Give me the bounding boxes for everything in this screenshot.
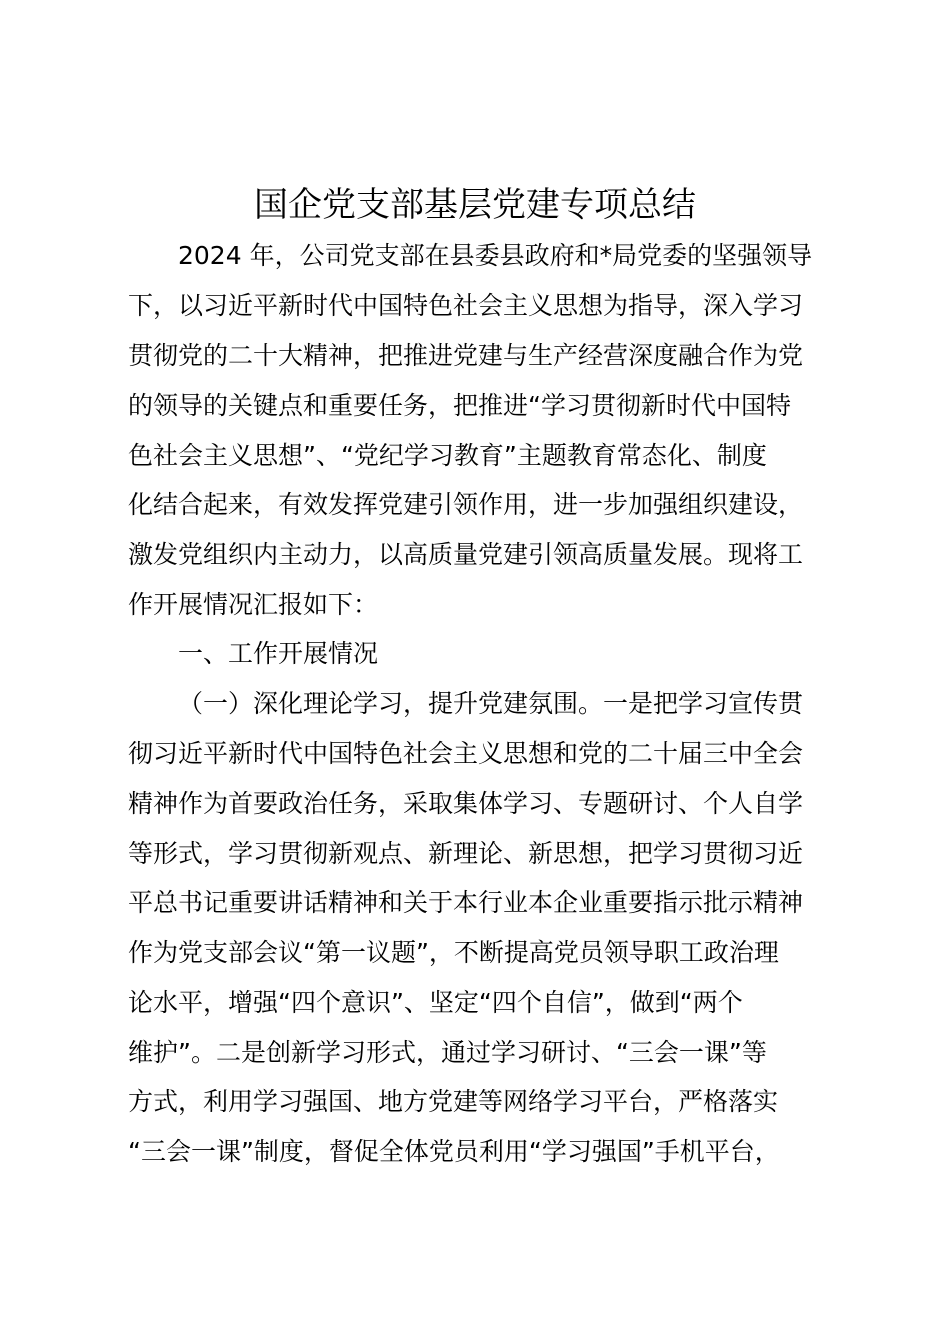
paragraph-line: 维护”。二是创新学习形式，通过学习研讨、“三会一课”等 bbox=[128, 1038, 767, 1067]
paragraph-line: 作开展情况汇报如下： bbox=[128, 590, 379, 619]
document-title: 国企党支部基层党建专项总结 bbox=[254, 185, 696, 225]
paragraph-line: 彻习近平新时代中国特色社会主义思想和党的二十届三中全会 bbox=[128, 739, 804, 768]
paragraph-line: 作为党支部会议“第一议题”，不断提高党员领导职工政治理 bbox=[128, 938, 779, 967]
paragraph-line: 贯彻党的二十大精神，把推进党建与生产经营深度融合作为党 bbox=[128, 341, 804, 370]
paragraph-line: 方式，利用学习强国、地方党建等网络学习平台，严格落实 bbox=[128, 1087, 779, 1116]
paragraph-line: “三会一课”制度，督促全体党员利用“学习强国”手机平台， bbox=[128, 1137, 780, 1166]
section-heading: 一、工作开展情况 bbox=[178, 639, 379, 668]
paragraph-line: 平总书记重要讲话精神和关于本行业本企业重要指示批示精神 bbox=[128, 888, 804, 917]
paragraph-line: 论水平，增强“四个意识”、坚定“四个自信”，做到“两个 bbox=[128, 988, 743, 1017]
paragraph-line: 激发党组织内主动力，以高质量党建引领高质量发展。现将工 bbox=[128, 540, 804, 569]
paragraph-line: 色社会主义思想”、“党纪学习教育”主题教育常态化、制度 bbox=[128, 441, 767, 470]
paragraph-line: 下，以习近平新时代中国特色社会主义思想为指导，深入学习 bbox=[128, 291, 804, 320]
paragraph-line: 化结合起来，有效发挥党建引领作用，进一步加强组织建设， bbox=[128, 490, 804, 519]
paragraph-line: 2024 年，公司党支部在县委县政府和*局党委的坚强领导 bbox=[178, 241, 813, 270]
paragraph-line: 的领导的关键点和重要任务，把推进“学习贯彻新时代中国特 bbox=[128, 391, 791, 420]
paragraph-line: 等形式，学习贯彻新观点、新理论、新思想，把学习贯彻习近 bbox=[128, 839, 804, 868]
paragraph-line: 精神作为首要政治任务，采取集体学习、专题研讨、个人自学 bbox=[128, 789, 804, 818]
paragraph-line: （一）深化理论学习，提升党建氛围。一是把学习宣传贯 bbox=[178, 689, 804, 718]
